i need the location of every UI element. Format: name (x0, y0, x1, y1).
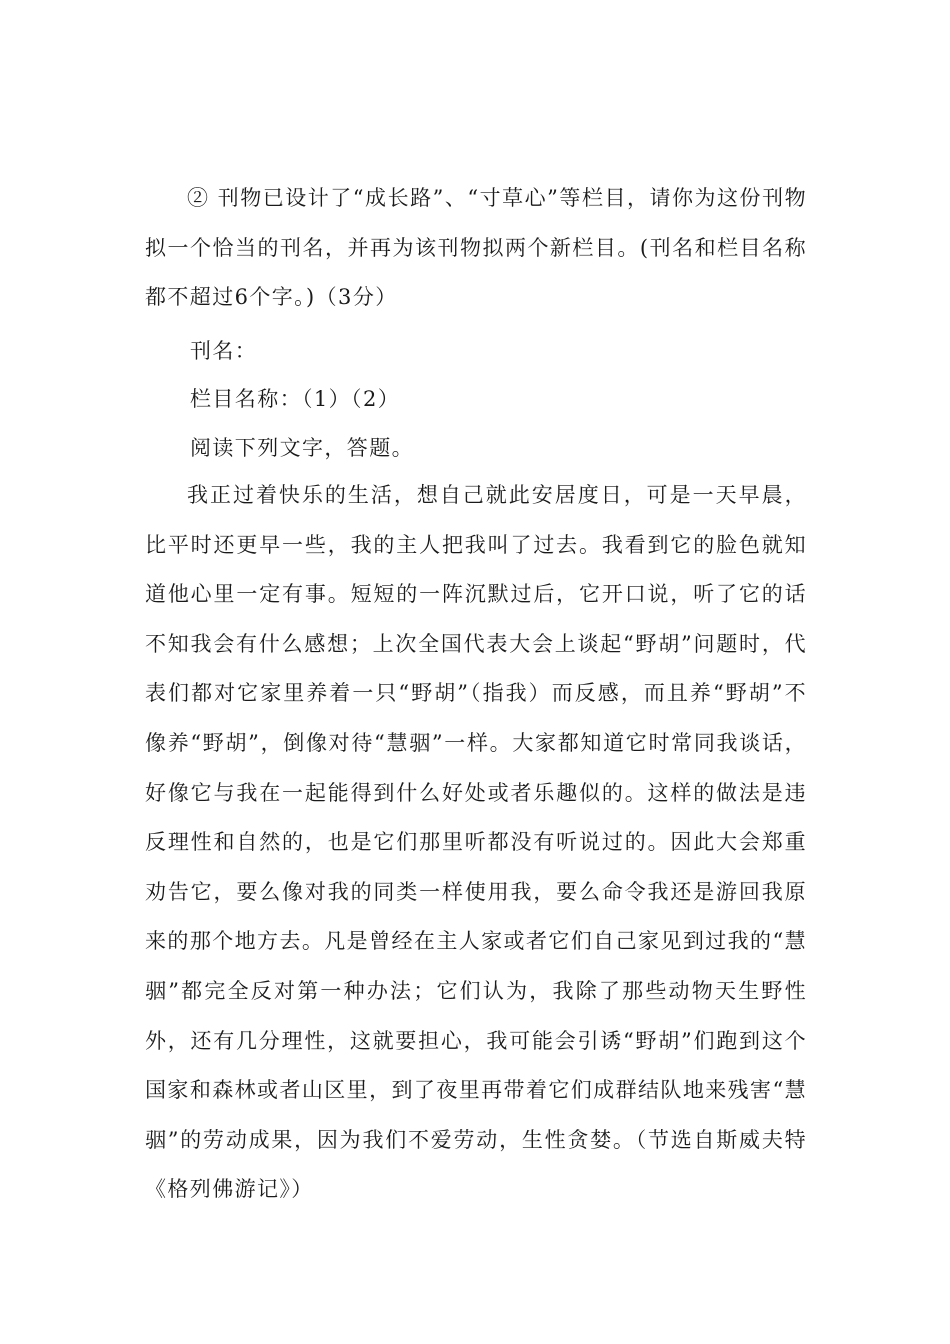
passage-paragraph: 我正过着快乐的生活，想自己就此安居度日，可是一天早晨，比平时还更早一些，我的主人把我叫了过去。我看到它的脸色就知道他心里一定有事。短短的一阵沉默过后，它开口说，听了它的话不知我会有什么感想；上次全国代表大会上谈起“野胡”问题时，代表们都对它家里养着一只“野胡”（指我）而反感，而且养“野胡”不像养“野胡”，倒像对待“慧骃”一样。大家都知道它时常同我谈话，好像它与我在一起能得到什么好处或者乐趣似的。这样的做法是违反理性和自然的，也是它们那里听都没有听说过的。因此大会郑重劝告它，要么像对我的同类一样使用我，要么命令我还是游回我原来的那个地方去。凡是曾经在主人家或者它们自己家见到过我的“慧骃”都完全反对第一种办法；它们认为，我除了那些动物天生野性外，还有几分理性，这就要担心，我可能会引诱“野胡”们跑到这个国家和森林或者山区里，到了夜里再带着它们成群结队地来残害“慧骃”的劳动成果，因为我们不爱劳动，生性贪婪。（节选自斯威夫特《格列佛游记》） (145, 483, 807, 1202)
column-names-label: 栏目名称：（1）（2） (190, 387, 401, 411)
reading-instruction: 阅读下列文字，答题。 (190, 436, 414, 460)
journal-name-label: 刊名： (190, 339, 258, 363)
question-paragraph: ② 刊物已设计了“成长路”、“寸草心”等栏目，请你为这份刊物拟一个恰当的刊名，并再为该刊物拟两个新栏目。(刊名和栏目名称都不超过6个字。)（3分） (145, 186, 807, 310)
